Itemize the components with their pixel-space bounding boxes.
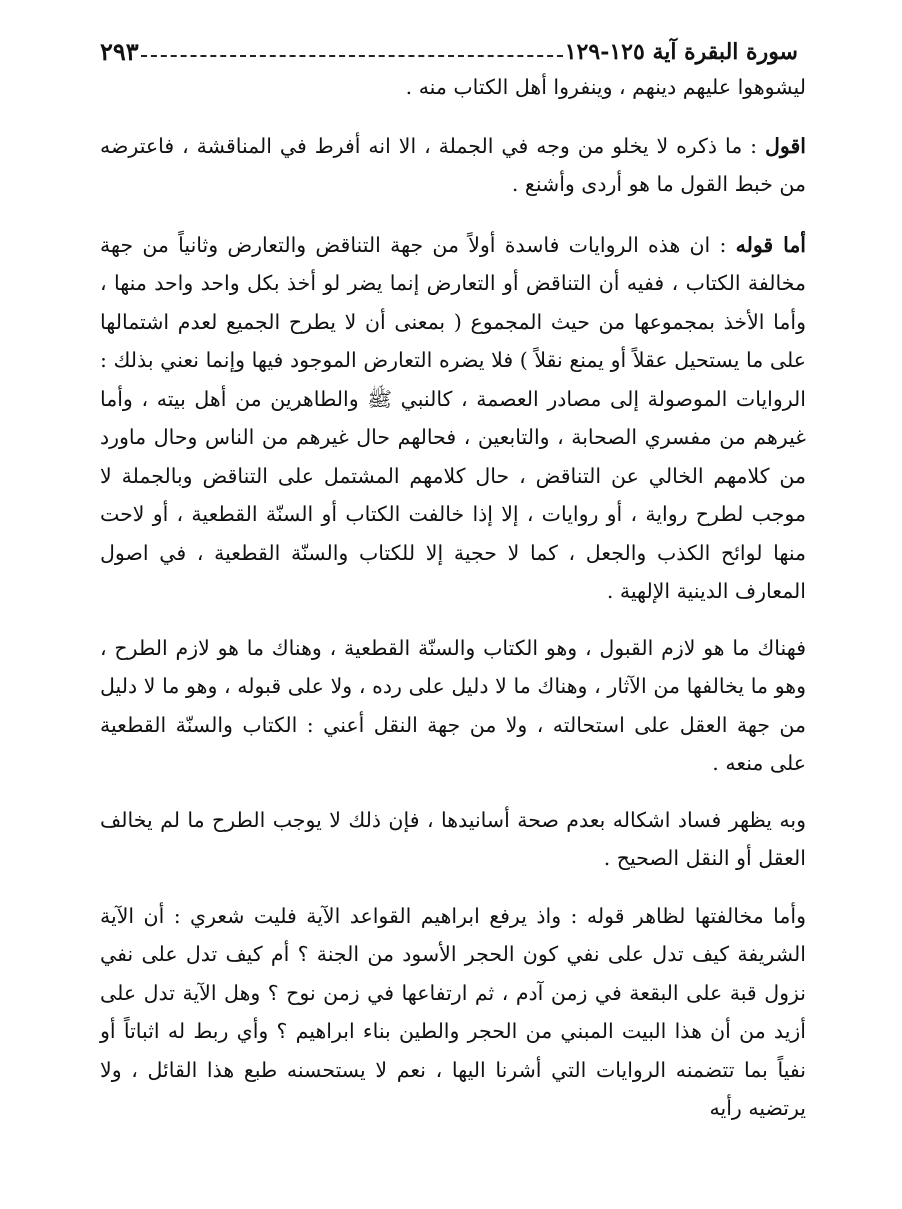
paragraph-fahunak: فهناك ما هو لازم القبول ، وهو الكتاب والسنّة القطعية ، وهناك ما هو لازم الطرح ، وهو ما يخالفها من الآثار ، وهناك ما لا دليل على رده ، ولا على قبوله ، وهو ما لا دليل من جهة العقل على استحالته ، ولا من جهة النقل أعني : الكتاب والسنّة القطعية على منعه . (100, 635, 806, 775)
paragraph-aqul (100, 127, 806, 204)
running-header (100, 34, 798, 64)
paragraph-wa-amma: وأما مخالفتها لظاهر قوله : واذ يرفع ابراهيم القواعد الآية فليت شعري : أن الآية الشريفة كيف تدل على نفي كون الحجر الأسود من الجنة ؟ أم كيف تدل على نفي نزول قبة على البقعة في زمن آدم ، ثم ارتفاعها في زمن نوح ؟ وهل الآية تدل على أزيد من أن هذا البيت المبني من الحجر والطين بناء ابراهيم ؟ وأي ربط له اثباتاً أو نفياً بما تتضمنه الروايات التي أشرنا اليها ، نعم لا يستحسنه طبع هذا القائل ، ولا يرتضيه رأيه (100, 903, 807, 1120)
paragraph-wabihi: وبه يظهر فساد اشكاله بعدم صحة أسانيدها ، فإن ذلك لا يوجب الطرح ما لم يخالف العقل أو النقل الصحيح . (100, 807, 806, 870)
header-dashed-rule (141, 55, 563, 57)
page-number: ٢٩٣ (100, 37, 139, 66)
paragraph-lead-aqul: اقول (765, 133, 806, 158)
continuation-text: ليشوهوا عليهم دينهم ، وينفروا أهل الكتاب منه . (405, 75, 806, 99)
surah-reference: سورة البقرة آية ١٢٥-١٢٩ (564, 39, 798, 65)
paragraph-lead-amma-qawluhu: أما قوله (735, 232, 806, 257)
paragraph-amma-qawluhu (100, 226, 806, 611)
paragraph-text-amma-qawluhu: : ان هذه الروايات فاسدة أولاً من جهة التناقض والتعارض وثانياً من جهة مخالفة الكتاب ، ففيه أن التناقض أو التعارض إنما يضر لو أخذ بكل واحد واحد منها ، وأما الأخذ بمجموعها من حيث المجموع ( بمعنى أن لا يطرح الجميع لعدم اشتمالها على ما يستحيل عقلاً أو يمنع نقلاً ) فلا يضره التعارض الموجود فيها وإنما نعني بذلك : الروايات الموصولة إلى مصادر العصمة ، كالنبي ﷺ والطاهرين من أهل بيته ، وأما غيرهم من مفسري الصحابة ، والتابعين ، فحالهم حال غيرهم من الناس وحال ماورد من كلامهم الخالي عن التناقض ، حال كلامهم المشتمل على التناقض وبالجملة لا موجب لطرح رواية ، أو روايات ، إلا إذا خالفت الكتاب أو السنّة القطعية ، أو لاحت منها لوائح الكذب والجعل ، كما لا حجية إلا للكتاب والسنّة القطعية ، في اصول المعارف الدينية الإلهية . (100, 232, 806, 603)
paragraph-text-aqul: : ما ذكره لا يخلو من وجه في الجملة ، الا انه أفرط في المناقشة ، فاعترضه من خبط القول ما هو أردى وأشنع . (100, 133, 806, 196)
continuation-paragraph (100, 68, 806, 107)
